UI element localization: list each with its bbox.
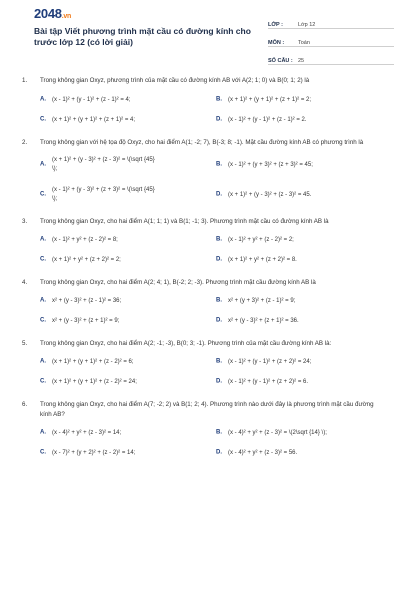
meta-row-class xyxy=(268,14,394,29)
question-1 xyxy=(14,76,386,130)
question-3 xyxy=(14,217,386,270)
meta-value: Lớp 12 xyxy=(298,22,316,28)
option-letter: A. xyxy=(40,236,46,243)
option-letter: A. xyxy=(40,429,46,436)
option-b[interactable] xyxy=(216,150,396,180)
question-text: Trong không gian Oxyz, phương trình của mặt cầu có đường kính AB với A(2; 1; 0) và B(0; 1; 2) là xyxy=(40,77,310,84)
question-number: 6. xyxy=(22,401,28,408)
question-number: 2. xyxy=(22,139,28,146)
option-text: (x - 1)² + y² + (z - 2)² = 2; xyxy=(228,236,294,243)
option-letter: D. xyxy=(216,191,222,198)
meta-key: SỐ CÂU : xyxy=(268,58,293,64)
option-d[interactable] xyxy=(216,180,396,210)
option-letter: B. xyxy=(216,96,222,103)
options-grid xyxy=(14,230,386,270)
question-text: Trong không gian Oxyz, cho hai điểm A(2; 4; 1), B(-2; 2; -3). Phương trình mặt cầu đường kính AB là xyxy=(40,279,316,286)
site-logo[interactable] xyxy=(34,6,71,21)
option-c[interactable] xyxy=(40,311,216,331)
option-text: (x - 4)² + y² + (z - 3)² = \(2\sqrt {14} \); xyxy=(228,429,327,436)
logo-main: 2048 xyxy=(34,6,62,21)
meta-key: LỚP : xyxy=(268,22,283,28)
option-letter: D. xyxy=(216,256,222,263)
options-grid xyxy=(14,291,386,331)
question-stem xyxy=(14,400,386,420)
option-a[interactable] xyxy=(40,291,216,311)
option-letter: C. xyxy=(40,449,46,456)
option-c[interactable] xyxy=(40,372,216,392)
option-text: (x - 7)² + (y + 2)² + (z - 2)² = 14; xyxy=(52,449,136,456)
options-grid xyxy=(14,352,386,392)
option-letter: A. xyxy=(40,161,46,168)
options-grid xyxy=(14,423,386,463)
question-number: 5. xyxy=(22,340,28,347)
option-text: x² + (y - 3)² + (z - 1)² = 36; xyxy=(52,297,122,304)
option-d[interactable] xyxy=(216,311,396,331)
question-text: Trong không gian Oxyz, cho hai điểm A(7; -2; 2) và B(1; 2; 4). Phương trình nào dưới đây là phương trình mặt cầu đường kính AB? xyxy=(40,401,374,418)
question-stem xyxy=(14,138,386,148)
meta-info xyxy=(268,14,394,68)
options-grid xyxy=(14,150,386,210)
question-stem xyxy=(14,76,386,86)
option-letter: C. xyxy=(40,191,46,198)
meta-value: Toán xyxy=(298,40,310,46)
option-c[interactable] xyxy=(40,180,216,210)
option-letter: B. xyxy=(216,236,222,243)
option-b[interactable] xyxy=(216,423,396,443)
option-text: (x - 1)² + (y - 1)² + (z - 1)² = 4; xyxy=(52,96,131,103)
header xyxy=(14,0,386,66)
option-letter: A. xyxy=(40,96,46,103)
option-text: (x + 1)² + (y + 1)² + (z - 2)² = 24; xyxy=(52,378,137,385)
option-d[interactable] xyxy=(216,372,396,392)
question-4 xyxy=(14,278,386,331)
options-grid xyxy=(14,90,386,130)
option-text: (x - 1)² + y² + (z - 2)² = 8; xyxy=(52,236,118,243)
option-letter: A. xyxy=(40,297,46,304)
option-d[interactable] xyxy=(216,250,396,270)
option-b[interactable] xyxy=(216,90,396,110)
option-text: (x - 1)² + (y - 1)² + (z + 2)² = 6. xyxy=(228,378,309,385)
option-text: (x - 1)² + (y - 3)² + (z + 3)² = \(\sqrt {45} \); xyxy=(52,187,155,202)
option-letter: D. xyxy=(216,449,222,456)
meta-row-count xyxy=(268,50,394,65)
option-text: (x - 1)² + (y - 1)² + (z - 1)² = 2. xyxy=(228,116,307,123)
option-text: x² + (y - 3)² + (z + 1)² = 36. xyxy=(228,317,299,324)
option-letter: B. xyxy=(216,429,222,436)
option-a[interactable] xyxy=(40,90,216,110)
option-c[interactable] xyxy=(40,250,216,270)
page-title: Bài tập Viết phương trình mặt cầu có đường kính cho trước lớp 12 (có lời giải) xyxy=(34,26,251,47)
option-letter: C. xyxy=(40,256,46,263)
option-letter: C. xyxy=(40,116,46,123)
question-stem xyxy=(14,339,386,349)
option-text: (x + 1)² + (y + 1)² + (z + 1)² = 4; xyxy=(52,116,136,123)
option-b[interactable] xyxy=(216,230,396,250)
option-text: (x + 1)² + (y - 3)² + (z - 3)² = 45. xyxy=(228,191,312,198)
question-2 xyxy=(14,138,386,210)
option-text: x² + (y - 3)² + (z + 1)² = 9; xyxy=(52,317,120,324)
option-a[interactable] xyxy=(40,423,216,443)
option-text: (x - 4)² + y² + (z - 3)² = 14; xyxy=(52,429,122,436)
question-number: 1. xyxy=(22,77,28,84)
question-number: 4. xyxy=(22,279,28,286)
option-text: (x + 1)² + (y - 3)² + (z - 3)² = \(\sqrt {45} \); xyxy=(52,157,155,172)
option-b[interactable] xyxy=(216,352,396,372)
option-letter: D. xyxy=(216,317,222,324)
option-d[interactable] xyxy=(216,110,396,130)
question-text: Trong không gian với hệ tọa độ Oxyz, cho hai điểm A(1; -2; 7), B(-3; 8; -1). Mặt cầu đường kính AB có phương trình là xyxy=(40,139,364,146)
option-text: (x + 1)² + y² + (z + 2)² = 2; xyxy=(52,256,121,263)
meta-key: MÔN : xyxy=(268,40,285,46)
logo-suffix: .vn xyxy=(61,13,71,20)
option-letter: D. xyxy=(216,378,222,385)
question-number: 3. xyxy=(22,218,28,225)
question-text: Trong không gian Oxyz, cho hai điểm A(1; 1; 1) và B(1; -1; 3). Phương trình mặt cầu có đường kính AB là xyxy=(40,218,329,225)
option-a[interactable] xyxy=(40,352,216,372)
option-letter: C. xyxy=(40,317,46,324)
question-stem xyxy=(14,217,386,227)
option-letter: A. xyxy=(40,358,46,365)
option-text: (x - 4)² + y² + (z - 3)² = 56. xyxy=(228,449,298,456)
option-letter: B. xyxy=(216,161,222,168)
option-a[interactable] xyxy=(40,230,216,250)
option-letter: B. xyxy=(216,358,222,365)
meta-value: 25 xyxy=(298,58,305,64)
option-b[interactable] xyxy=(216,291,396,311)
meta-row-subject xyxy=(268,32,394,47)
option-c[interactable] xyxy=(40,110,216,130)
option-text: (x - 1)² + (y + 3)² + (z + 3)² = 45; xyxy=(228,161,313,168)
option-a[interactable] xyxy=(40,150,216,180)
option-d[interactable] xyxy=(216,443,396,463)
question-text: Trong không gian Oxyz, cho hai điểm A(2; -1; -3), B(0; 3; -1). Phương trình của mặt cầu đường kính AB là: xyxy=(40,340,332,347)
option-letter: C. xyxy=(40,378,46,385)
option-text: (x + 1)² + (y + 1)² + (z + 1)² = 2; xyxy=(228,96,312,103)
question-5 xyxy=(14,339,386,392)
option-letter: B. xyxy=(216,297,222,304)
option-text: (x - 1)² + (y - 1)² + (z + 2)² = 24; xyxy=(228,358,312,365)
option-text: (x + 1)² + y² + (z + 2)² = 8. xyxy=(228,256,297,263)
option-text: (x + 1)² + (y + 1)² + (z - 2)² = 6; xyxy=(52,358,134,365)
question-6 xyxy=(14,400,386,463)
option-c[interactable] xyxy=(40,443,216,463)
option-text: x² + (y + 3)² + (z - 1)² = 9; xyxy=(228,297,296,304)
question-stem xyxy=(14,278,386,288)
option-letter: D. xyxy=(216,116,222,123)
